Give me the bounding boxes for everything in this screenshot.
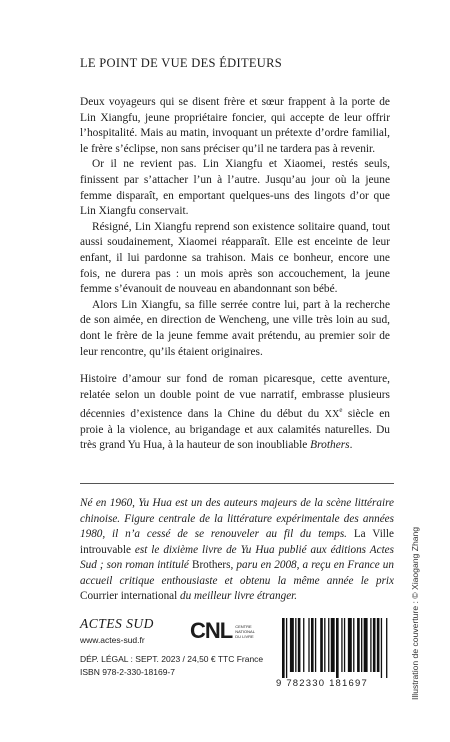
barcode-bar	[298, 618, 301, 672]
author-bio: Né en 1960, Yu Hua est un des auteurs majeurs de la scène littéraire chinoise. Figure centrale de la littérature expérimentale des années 1980, il n’a cessé de se renouveler au fil du temps. La Ville introuvable est le dixième livre de Yu Hua publié aux éditions Actes Sud ; son roman intitulé Brothers, paru en 2008, a reçu en France un accueil critique enthousiaste et obtenu la même année le prix Courrier international du meilleur livre étranger.	[80, 497, 394, 602]
barcode-bar	[315, 618, 316, 672]
synopsis	[80, 95, 390, 454]
barcode-bar	[386, 618, 387, 678]
barcode-bar	[364, 618, 368, 672]
barcode-bar	[357, 618, 360, 672]
barcode-bar	[282, 618, 285, 678]
brothers-title: Brothers	[310, 439, 350, 452]
cnl-logo	[190, 618, 269, 644]
barcode-bar	[324, 618, 325, 672]
barcode-bar	[348, 618, 352, 672]
barcode	[282, 618, 390, 678]
summary-paragraph: Histoire d’amour sur fond de roman picaresque, cette aventure, relatée selon un double point de vue narratif, embrasse plusieurs décennies d’existence dans la Chine du début du XXe siècle en proie à la violence, au brigandage et aux calamités naturelles. Du très grand Yu Hua, à la hauteur de son inoubliable Brothers.	[80, 373, 390, 452]
divider	[80, 483, 394, 484]
barcode-bar	[353, 618, 354, 672]
barcode-bar	[370, 618, 371, 672]
barcode-bar	[328, 618, 329, 672]
barcode-bar	[381, 618, 382, 678]
barcode-bar	[295, 618, 296, 672]
barcode-bar	[377, 618, 380, 672]
synopsis-paragraph-2: Or il ne revient pas. Lin Xiangfu et Xiaomei, restés seuls, finissent par s’attacher l’un à l’autre. Jusqu’au jour où la jeune femme disparaît, en emportant quelques-uns des lingots d’or que Lin Xiangfu conservait.	[80, 158, 390, 218]
synopsis-paragraph-4: Alors Lin Xiangfu, sa fille serrée contre lui, part à la recherche de son aimée, en direction de Wencheng, une ville très loin au sud, dont le frère de la jeune femme avait prétendu, au premier soir de leur rencontre, qu’ils étaient originaires.	[80, 298, 390, 358]
barcode-bar	[336, 618, 339, 678]
barcode-bar	[361, 618, 362, 672]
legal-info	[80, 653, 263, 678]
barcode-bar	[341, 618, 342, 672]
barcode-bar	[320, 618, 323, 672]
legal-deposit: DÉP. LÉGAL : SEPT. 2023 / 24,50 € TTC France	[80, 654, 264, 664]
publisher-website: www.actes-sud.fr	[80, 635, 145, 645]
barcode-bar	[331, 618, 335, 672]
barcode-bar	[308, 618, 309, 672]
barcode-bar	[303, 618, 304, 672]
section-heading: LE POINT DE VUE DES ÉDITEURS	[80, 56, 283, 70]
barcode-bar	[344, 618, 345, 672]
cnl-letters: CNL	[190, 618, 233, 643]
barcode-digits: 9 782330 181697	[276, 678, 368, 689]
barcode-bar	[286, 618, 287, 678]
synopsis-paragraph-1: Deux voyageurs qui se disent frère et sœur frappent à la porte de Lin Xiangfu, jeune propriétaire foncier, qui accepte de leur offrir l’hospitalité. Mais au matin, invoquant un prétexte d’ordre familial, le frère s’éclipse, non sans préciser qu’il ne tardera pas à revenir.	[80, 96, 390, 155]
barcode-bar	[311, 618, 314, 672]
cover-credit: Illustration de couverture : © Xiaogang Zhang	[410, 526, 420, 700]
cnl-subtitle: CENTRE NATIONAL DU LIVRE	[235, 623, 255, 639]
barcode-bar	[373, 618, 376, 672]
barcode-bar	[290, 618, 294, 672]
synopsis-paragraph-3: Résigné, Lin Xiangfu reprend son existence solitaire quand, tout aussi soudainement, Xiaomei réapparaît. Elle est enceinte de leur enfant, il lui pardonne sa trahison. Mais ce bonheur, encore une fois, ne durera pas : un mois après son accouchement, la jeune femme s’évanouit de nouveau en abandonnant son bébé.	[80, 220, 390, 296]
publisher-logo: ACTES SUD	[80, 616, 154, 631]
isbn: ISBN 978-2-330-18169-7	[80, 666, 175, 677]
